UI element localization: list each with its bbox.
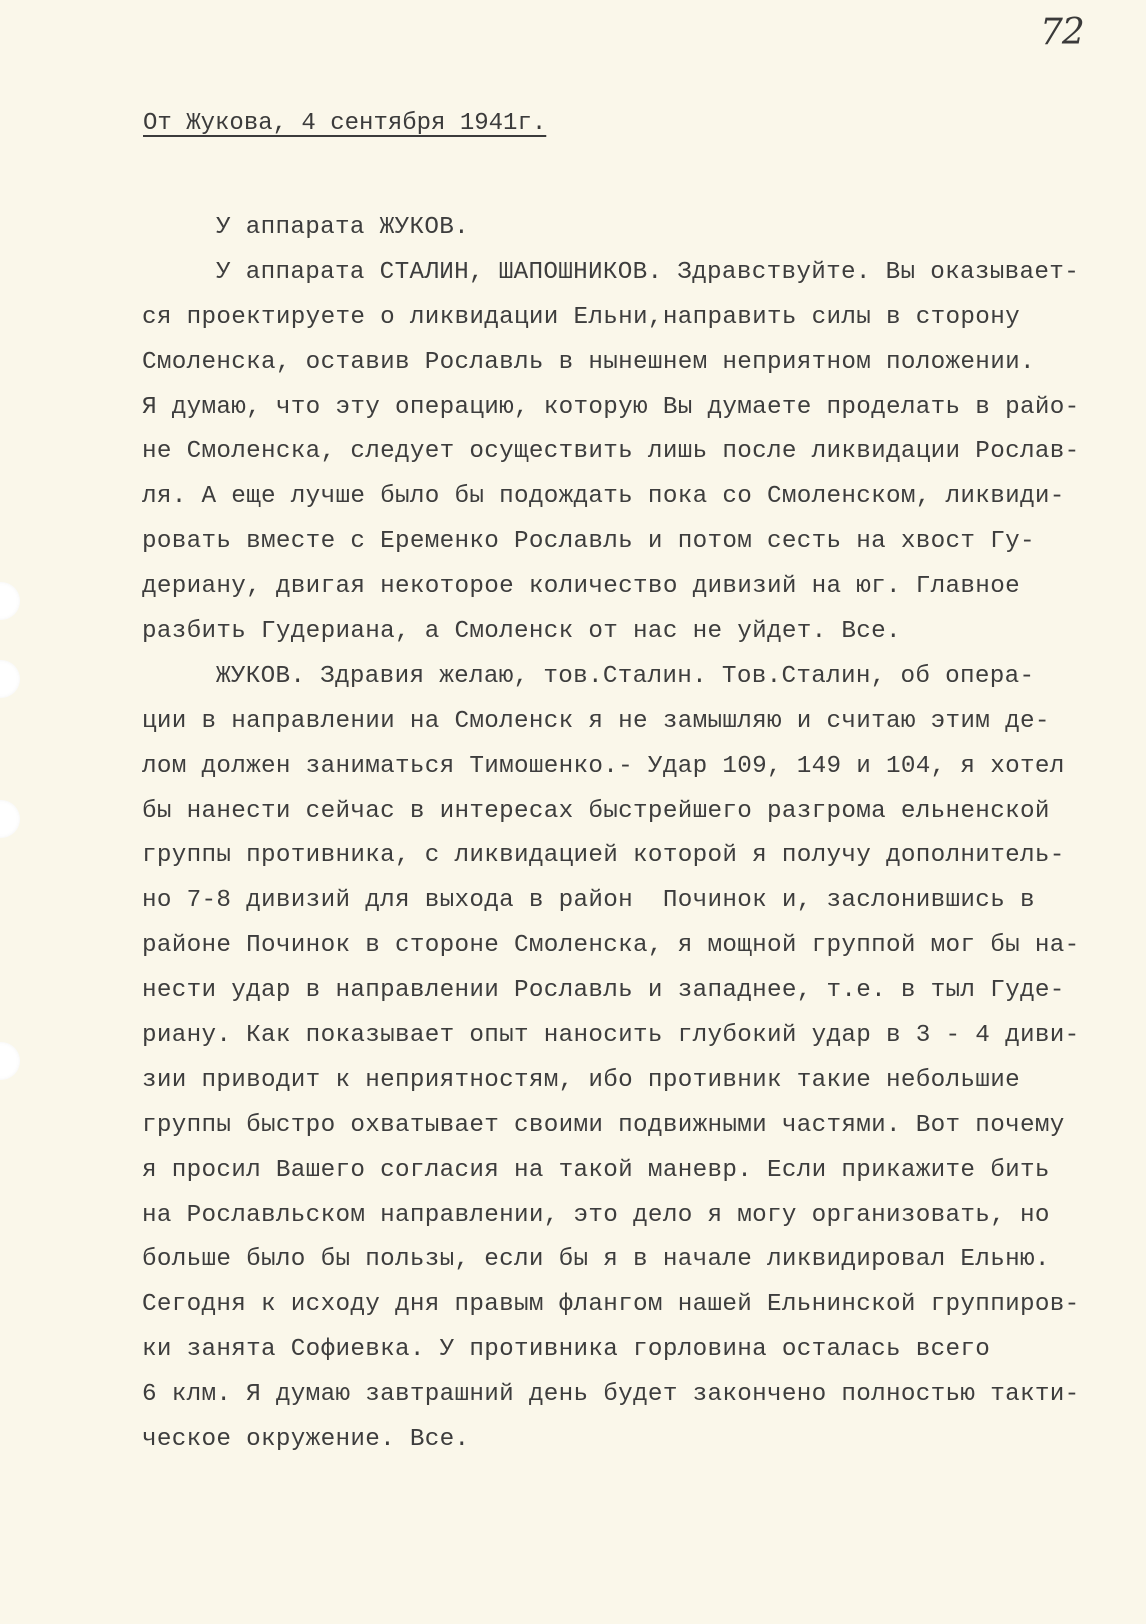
text-line: я просил Вашего согласия на такой маневр. Если прикажите бить [142,1156,1050,1184]
text-line: ции в направлении на Смоленск я не замышляю и считаю этим де- [142,707,1050,735]
text-line: У аппарата СТАЛИН, ШАПОШНИКОВ. Здравствуйте. Вы оказывает- [216,258,1080,286]
text-line: У аппарата ЖУКОВ. [216,214,469,241]
text-line: Я думаю, что эту операцию, которую Вы думаете проделать в райо- [142,393,1080,421]
text-line: группы противника, с ликвидацией которой я получу дополнитель- [142,842,1065,870]
document-body [142,206,1102,1463]
punch-hole [0,800,20,838]
punch-hole [0,660,20,698]
text-line: ся проектируете о ликвидации Ельни,направить силы в сторону [142,303,1020,331]
page-number: 72 [1040,12,1084,53]
text-line: ЖУКОВ. Здравия желаю, тов.Сталин. Тов.Сталин, об опера- [216,662,1035,690]
text-line: дериану, двигая некоторое количество дивизий на юг. Главное [142,573,1020,601]
text-line: Смоленска, оставив Рославль в нынешнем неприятном положении. [142,348,1035,376]
text-line: нести удар в направлении Рославль и западнее, т.е. в тыл Гуде- [142,977,1065,1005]
text-line: ля. А еще лучше было бы подождать пока со Смоленском, ликвиди- [142,483,1065,511]
text-line: ровать вместе с Еременко Рославль и потом сесть на хвост Гу- [142,528,1035,556]
text-line: больше было бы пользы, если бы я в начале ликвидировал Ельню. [142,1246,1050,1274]
text-line: ки занята Софиевка. У противника горловина осталась всего [142,1336,991,1364]
text-line: лом должен заниматься Тимошенко.- Удар 109, 149 и 104, я хотел [142,752,1065,780]
text-line: на Рославльском направлении, это дело я могу организовать, но [142,1201,1050,1229]
text-line: но 7-8 дивизий для выхода в район Починок и, заслонившись в [142,887,1035,915]
text-line: бы нанести сейчас в интересах быстрейшего разгрома ельненской [142,797,1050,825]
punch-hole [0,582,20,620]
punch-hole [0,1042,20,1080]
text-line: Сегодня к исходу дня правым флангом нашей Ельнинской группиров- [142,1291,1080,1319]
text-line: разбить Гудериана, а Смоленск от нас не уйдет. Все. [142,618,901,646]
document-header: От Жукова, 4 сентября 1941г. [143,110,547,137]
text-line: районе Починок в стороне Смоленска, я мощной группой мог бы на- [142,932,1080,960]
text-line: группы быстро охватывает своими подвижными частями. Вот почему [142,1111,1065,1139]
text-line: не Смоленска, следует осуществить лишь после ликвидации Рослав- [142,438,1080,466]
text-line: 6 клм. Я думаю завтрашний день будет закончено полностью такти- [142,1381,1080,1409]
text-line: ческое окружение. Все. [142,1426,470,1454]
text-line: зии приводит к неприятностям, ибо противник такие небольшие [142,1066,1020,1094]
text-line: риану. Как показывает опыт наносить глубокий удар в 3 - 4 диви- [142,1022,1080,1050]
